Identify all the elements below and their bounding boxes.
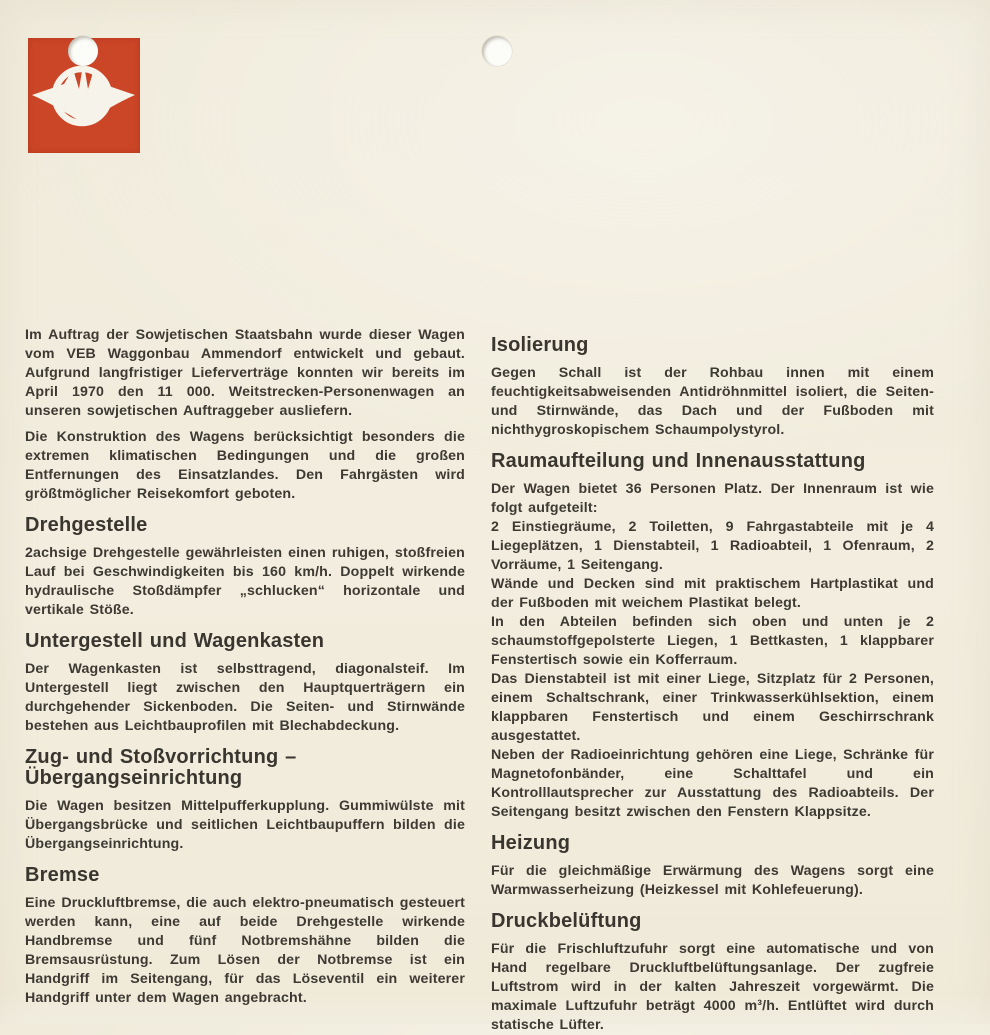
paragraph: Das Dienstabteil ist mit einer Liege, Sitzplatz für 2 Personen, einem Schaltschrank, einer Trinkwasserkühlsektion, einem klappbaren Fenstertisch und einem Geschirrschrank ausgestattet.	[491, 671, 934, 744]
section-heading: Bremse	[25, 864, 100, 886]
paragraph: Gegen Schall ist der Rohbau innen mit einem feuchtigkeitsabweisenden Antidröhnmittel isoliert, die Seiten- und Stirnwände, das Dach und der Fußboden mit nichthygroskopischem Schaumpolystyrol.	[491, 365, 934, 438]
right-column	[491, 326, 934, 1035]
section-heading: Raumaufteilung und Innenausstattung	[491, 450, 866, 472]
paragraph: 2achsige Drehgestelle gewährleisten einen ruhigen, stoßfreien Lauf bei Geschwindigkeiten bis 160 km/h. Doppelt wirkende hydraulische Stoßdämpfer „schlucken“ horizontale und vertikale Stöße.	[25, 545, 465, 618]
punch-hole-center	[482, 36, 512, 66]
left-column	[25, 326, 465, 1008]
section-drehgestelle	[25, 515, 465, 620]
section-druckbelueftung	[491, 911, 934, 1035]
section-bremse	[25, 865, 465, 1008]
section-heading: Heizung	[491, 832, 571, 854]
punch-hole-left	[68, 36, 98, 66]
section-zug-stossvorrichtung	[25, 747, 465, 854]
paragraph: In den Abteilen befinden sich oben und unten je 2 schaumstoffgepolsterte Liegen, 1 Bettkasten, 1 klappbarer Fenstertisch sowie ein Kofferraum.	[491, 614, 934, 668]
section-heading: Isolierung	[491, 334, 589, 356]
paragraph: Der Wagen bietet 36 Personen Platz. Der Innenraum ist wie folgt aufgeteilt:	[491, 481, 934, 516]
paragraph: Wände und Decken sind mit praktischem Hartplastikat und der Fußboden mit weichem Plastikat belegt.	[491, 576, 934, 611]
paragraph: 2 Einstiegräume, 2 Toiletten, 9 Fahrgastabteile mit je 4 Liegeplätzen, 1 Dienstabteil, 1 Radioabteil, 1 Ofenraum, 2 Vorräume, 1 Seitengang.	[491, 519, 934, 573]
section-heading: Druckbelüftung	[491, 910, 642, 932]
paragraph: Die Konstruktion des Wagens berücksichtigt besonders die extremen klimatischen Bedingungen und die großen Entfernungen des Einsatzlandes. Den Fahrgästen wird größtmöglicher Reisekomfort geboten.	[25, 429, 465, 502]
paragraph: Für die Frischluftzufuhr sorgt eine automatische und von Hand regelbare Druckluftbelüftungsanlage. Der zugfreie Luftstrom wird in der kalten Jahreszeit vorgewärmt. Die maximale Luftzufuhr beträgt 4000 m³/h. Entlüftet wird durch statische Lüfter.	[491, 941, 934, 1033]
paragraph: Im Auftrag der Sowjetischen Staatsbahn wurde dieser Wagen vom VEB Waggonbau Ammendorf entwickelt und gebaut. Aufgrund langfristiger Lieferverträge konnten wir bereits im April 1970 den 11 000. Weitstrecken-Personenwagen an unseren sowjetischen Auftraggeber ausliefern.	[25, 327, 465, 419]
section-raumaufteilung	[491, 451, 934, 822]
intro-section	[25, 326, 465, 504]
paragraph: Der Wagenkasten ist selbsttragend, diagonalsteif. Im Untergestell liegt zwischen den Hauptquerträgern ein durchgehender Sickenboden. Die Seiten- und Stirnwände bestehen aus Leichtbauprofilen mit Blechabdeckung.	[25, 661, 465, 734]
section-heizung	[491, 833, 934, 900]
paragraph: Eine Druckluftbremse, die auch elektro-pneumatisch gesteuert werden kann, eine auf beide Drehgestelle wirkende Handbremse und fünf Notbremshähne bilden die Bremsausrüstung. Zum Lösen der Notbremse ist ein Handgriff im Seitengang, für das Löseventil ein weiterer Handgriff unter dem Wagen angebracht.	[25, 895, 465, 1006]
section-heading: Untergestell und Wagenkasten	[25, 630, 325, 652]
section-heading: Zug- und Stoßvorrichtung – Übergangseinrichtung	[25, 746, 297, 789]
section-isolierung	[491, 335, 934, 440]
paragraph: Die Wagen besitzen Mittelpufferkupplung. Gummiwülste mit Übergangsbrücke und seitlichen Leichtbaupuffern bilden die Übergangseinrichtung.	[25, 798, 465, 852]
section-heading: Drehgestelle	[25, 514, 148, 536]
paragraph: Neben der Radioeinrichtung gehören eine Liege, Schränke für Magnetofonbänder, eine Schalttafel und ein Kontrolllautsprecher zur Ausstattung des Radioabteils. Der Seitengang besitzt zwischen den Fenstern Klappsitze.	[491, 747, 934, 820]
paragraph: Für die gleichmäßige Erwärmung des Wagens sorgt eine Warmwasserheizung (Heizkessel mit Kohlefeuerung).	[491, 863, 934, 898]
section-untergestell	[25, 631, 465, 736]
